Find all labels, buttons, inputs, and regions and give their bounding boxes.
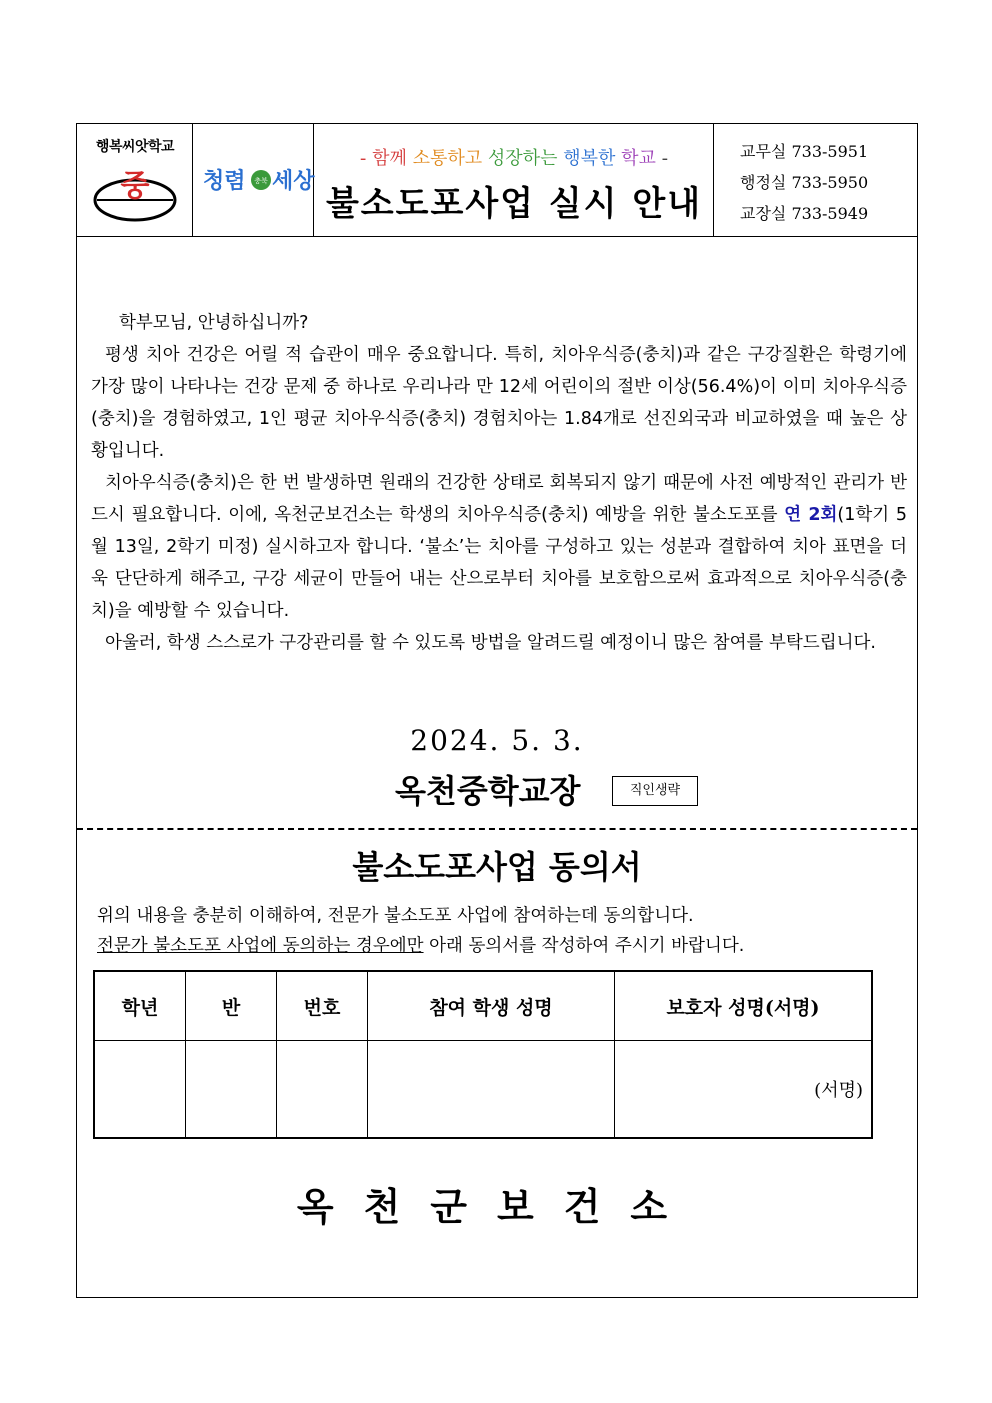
signature-mark: (서명): [814, 1080, 863, 1101]
paragraph-2: [91, 467, 907, 627]
consent-condition: 전문가 불소도포 사업에 동의하는 경우에만: [97, 936, 424, 956]
cut-line-divider: [77, 828, 917, 830]
header-class: 반: [186, 971, 277, 1041]
phone-admin: 행정실 733-5950: [740, 173, 869, 192]
principal-signature: 옥천중학교장: [395, 772, 581, 810]
consent-title: 불소도포사업 동의서: [352, 848, 642, 886]
header-number: 번호: [277, 971, 368, 1041]
school-logo-cell: [77, 124, 193, 236]
consent-statement: 위의 내용을 충분히 이해하여, 전문가 불소도포 사업에 참여하는데 동의합니다.: [97, 906, 694, 926]
motto-part: - 함께: [359, 148, 413, 169]
paragraph-2-before: 치아우식증(충치)은 한 번 발생하면 원래의 건강한 상태로 회복되지 않기 때문에 사전 예방적인 관리가 반드시 필요합니다. 이에, 옥천군보건소는 학생의 치아우식증(충치) 예방을 위한 불소도포를: [91, 473, 907, 525]
class-input-cell[interactable]: [186, 1041, 277, 1139]
clean-logo-world-text: 세상: [272, 169, 315, 194]
title-cell: [314, 124, 714, 236]
document-frame: [76, 123, 918, 1298]
clean-world-logo-icon: [199, 154, 315, 204]
school-emblem-icon: [91, 160, 179, 224]
table-row: [94, 1041, 872, 1139]
school-slogan: 행복씨앗학교: [95, 139, 175, 155]
motto-part: -: [655, 148, 669, 169]
grade-input-cell[interactable]: [94, 1041, 186, 1139]
frequency-highlight: 연 2회: [784, 505, 838, 525]
number-input-cell[interactable]: [277, 1041, 368, 1139]
motto-part: 행복한: [563, 148, 622, 169]
clean-logo-cell: [193, 124, 314, 236]
consent-instruction-rest: 아래 동의서를 작성하여 주시기 바랍니다.: [423, 936, 745, 956]
phone-principal: 교장실 733-5949: [740, 204, 869, 223]
header-guardian-name: 보호자 성명(서명): [615, 971, 873, 1041]
motto-part: 성장하는: [487, 148, 564, 169]
clean-logo-small-text: 충북: [254, 177, 268, 185]
document-title: 불소도포사업 실시 안내: [325, 184, 703, 224]
greeting: 학부모님, 안녕하십니까?: [119, 313, 309, 333]
motto-part: 학교: [621, 148, 656, 169]
emblem-char: 중: [120, 169, 150, 204]
issue-date: 2024. 5. 3.: [410, 724, 584, 757]
guardian-signature-cell[interactable]: [615, 1041, 873, 1139]
paragraph-3: 아울러, 학생 스스로가 구강관리를 할 수 있도록 방법을 알려드릴 예정이니 많은 참여를 부탁드립니다.: [105, 633, 876, 653]
student-name-input-cell[interactable]: [368, 1041, 615, 1139]
motto-part: 소통하고: [412, 148, 488, 169]
table-header-row: [94, 971, 872, 1041]
clean-logo-text: 청렴: [203, 169, 246, 194]
school-motto: [314, 144, 714, 170]
consent-instruction: [97, 932, 744, 957]
contact-cell: [714, 124, 917, 236]
consent-form-table: [93, 970, 873, 1139]
header-grade: 학년: [94, 971, 186, 1041]
header-student-name: 참여 학생 성명: [368, 971, 615, 1041]
paragraph-1: 평생 치아 건강은 어릴 적 습관이 매우 중요합니다. 특히, 치아우식증(충치)과 같은 구강질환은 학령기에 가장 많이 나타나는 건강 문제 중 하나로 우리나라 만 12세 어린이의 절반 이상(56.4%)이 이미 치아우식증(충치)을 경험하였고, 1인 평균 치아우식증(충치) 경험치아는 1.84개로 선진외국과 비교하였을 때 높은 상황입니다.: [91, 345, 907, 461]
phone-office: 교무실 733-5951: [740, 142, 869, 161]
phone-list: [740, 136, 868, 229]
paragraph-2-after: (1학기 5월 13일, 2학기 미정) 실시하고자 합니다. ‘불소’는 치아를 구성하고 있는 성분과 결합하여 치아 표면을 더욱 단단하게 해주고, 구강 세균이 만들어 내는 산으로부터 치아를 보호함으로써 효과적으로 치아우식증(충치)을 예방할 수 있습니다.: [91, 505, 907, 621]
notice-body: [91, 307, 907, 659]
issuing-agency: 옥천군보건소: [296, 1184, 698, 1229]
seal-omitted-stamp: 직인생략: [612, 776, 698, 806]
document-header: [77, 124, 917, 237]
